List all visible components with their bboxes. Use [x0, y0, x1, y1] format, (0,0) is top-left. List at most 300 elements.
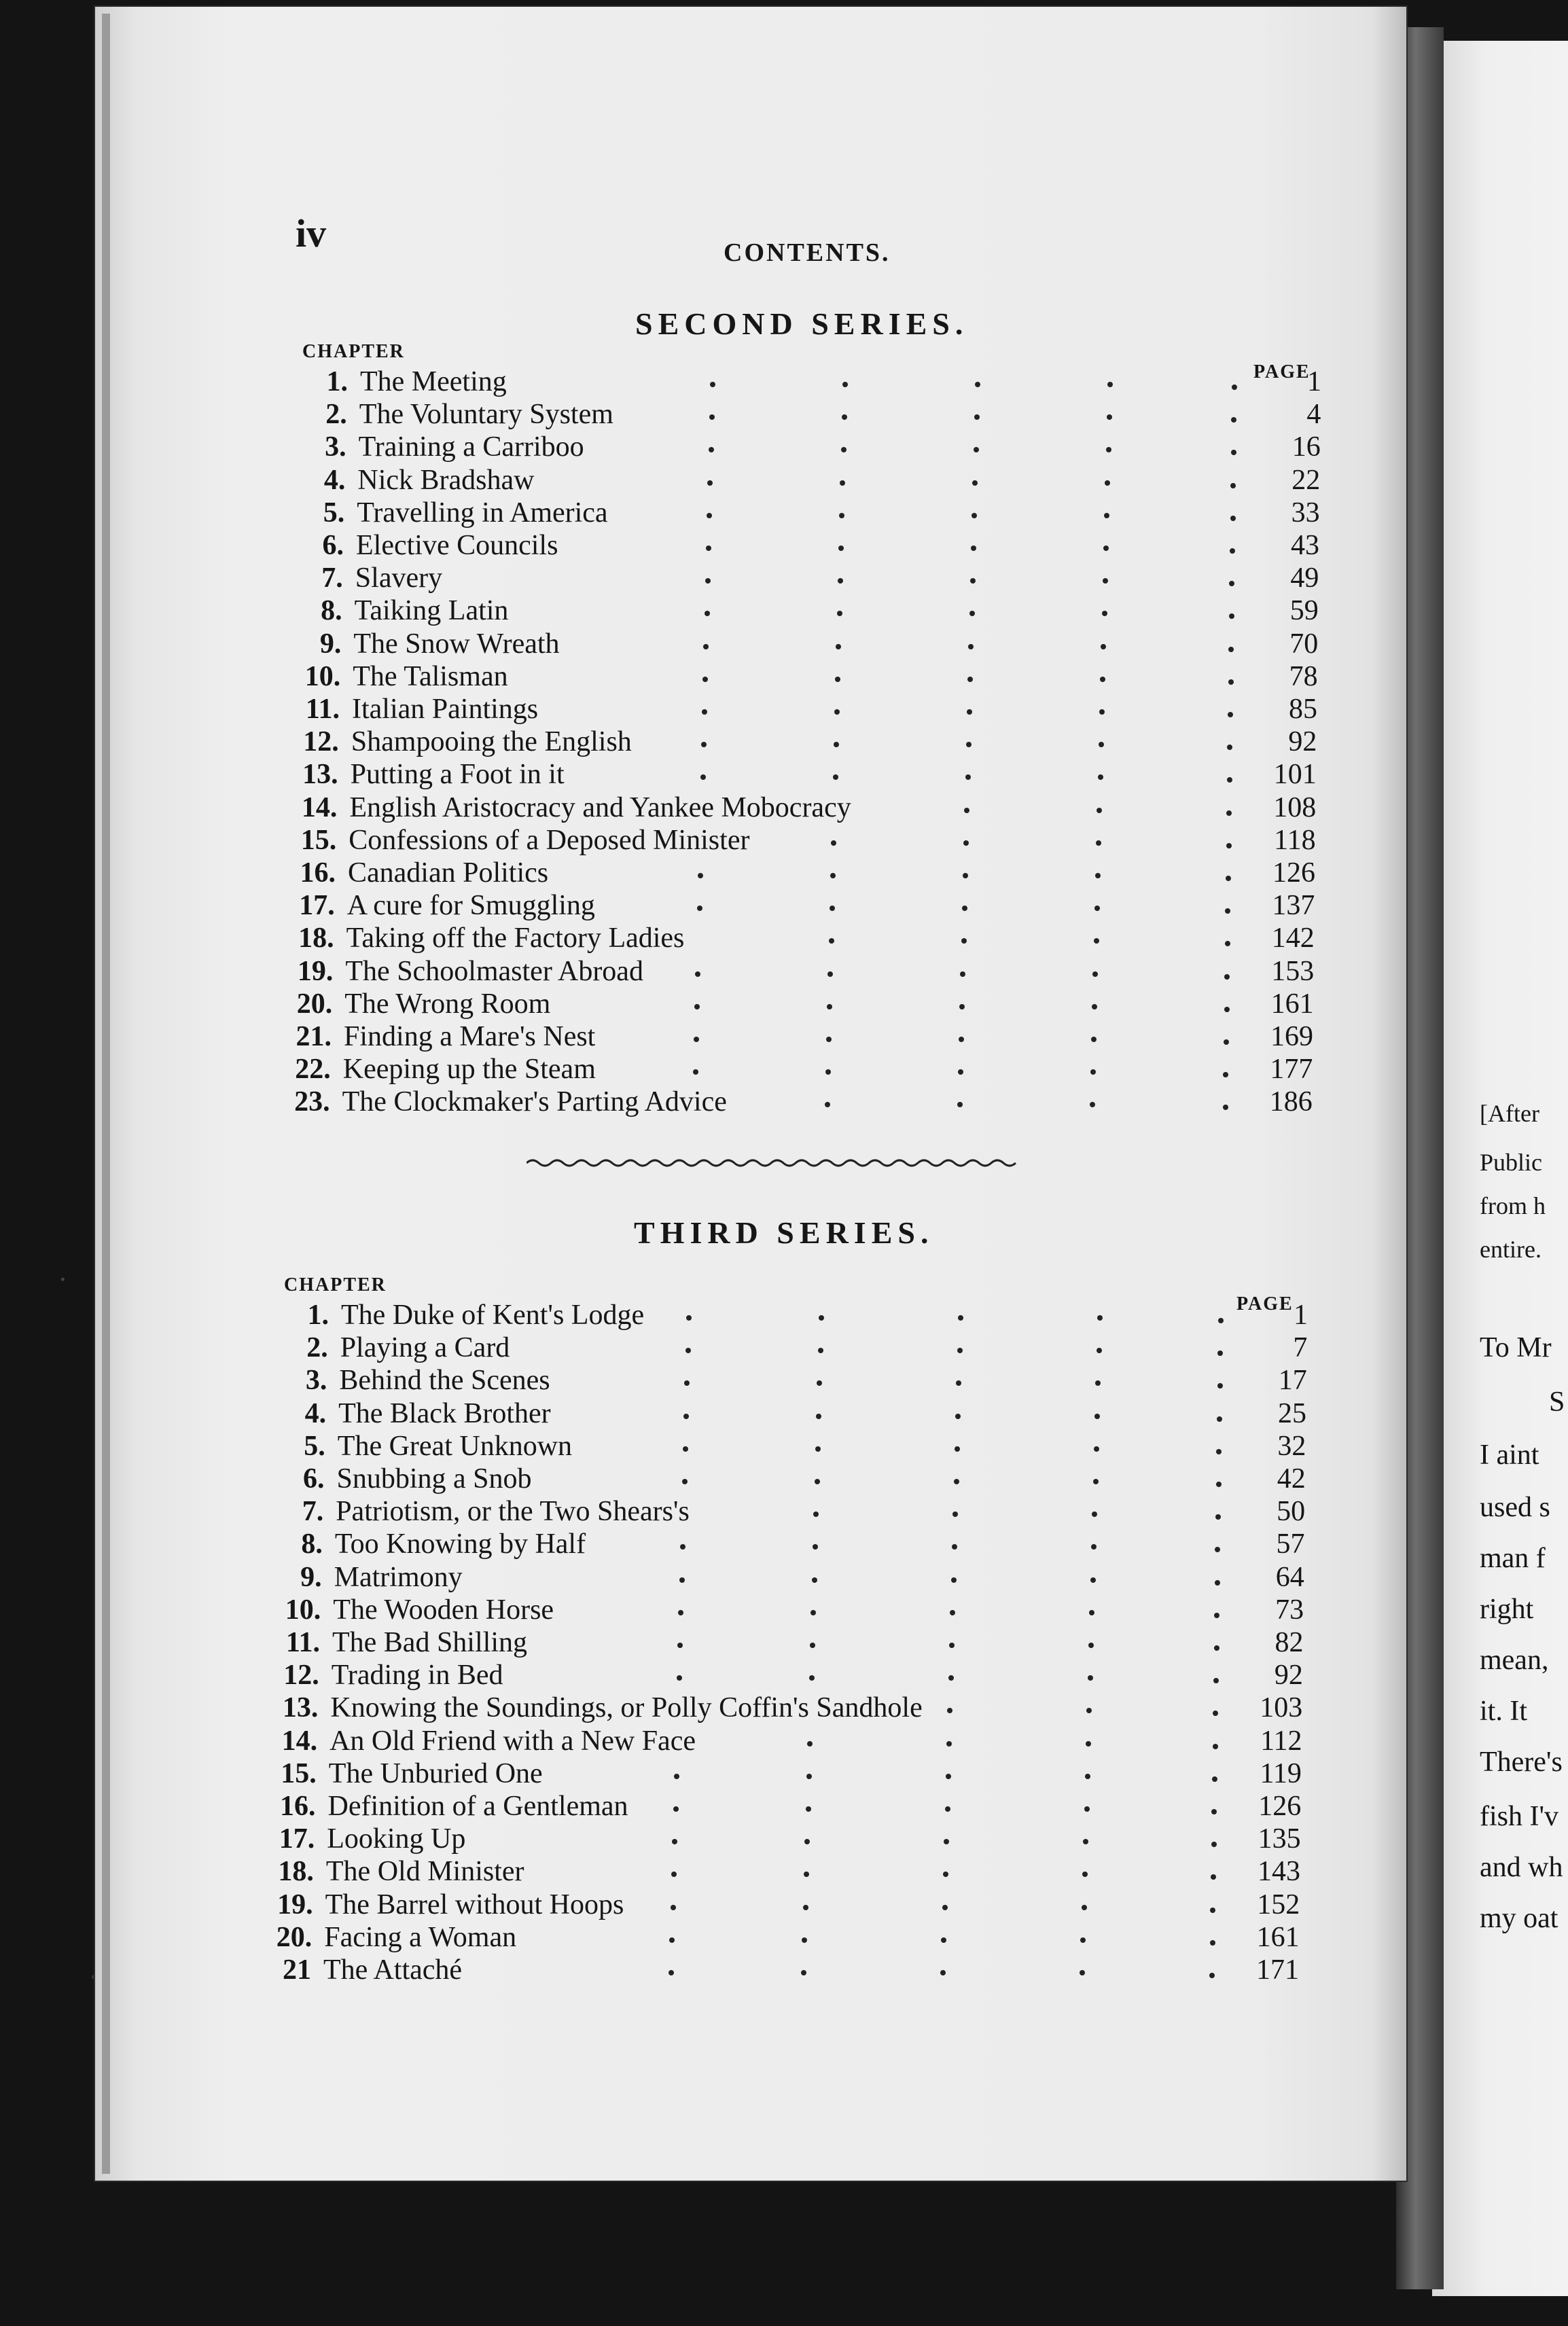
leader-dot — [1106, 447, 1111, 452]
leader-dot — [810, 1643, 815, 1648]
leader-dot — [1092, 1004, 1097, 1009]
chapter-number: 21. — [296, 1021, 332, 1052]
leader-dot — [971, 545, 976, 551]
page-leader-dot — [1213, 1678, 1219, 1683]
page-leader-dot — [1212, 1776, 1217, 1782]
page-number: 59 — [1289, 595, 1319, 627]
chapter-title: The Talisman — [353, 660, 508, 692]
page-number: 142 — [1271, 923, 1315, 954]
chapter-number: 16. — [300, 857, 336, 889]
page-number: 103 — [1260, 1692, 1303, 1724]
leader-dot — [1085, 1774, 1090, 1779]
chapter-title: Nick Bradshaw — [357, 464, 535, 496]
leader-dot — [827, 1004, 832, 1009]
facing-page-line: it. It — [1480, 1696, 1527, 1727]
leader-dot — [1095, 873, 1101, 878]
leader-dot — [970, 578, 976, 584]
page-edge — [102, 14, 110, 2174]
chapter-number: 15. — [281, 1757, 317, 1789]
page-number: 50 — [1277, 1496, 1306, 1528]
leader-dot — [827, 971, 833, 977]
page-number: 25 — [1278, 1397, 1307, 1429]
leader-dot — [958, 1315, 963, 1321]
leader-dot — [964, 808, 969, 813]
leader-dot — [702, 677, 708, 682]
chapter-number: 6. — [322, 530, 344, 561]
page-number: 161 — [1256, 1921, 1300, 1953]
leader-dot — [1107, 382, 1113, 387]
page-leader-dot — [1218, 1318, 1224, 1323]
second-series-chapter-label: CHAPTER — [302, 341, 405, 362]
leader-dot — [1105, 480, 1110, 486]
page-leader-dot — [1228, 712, 1233, 717]
leader-dot — [816, 1414, 821, 1419]
leader-dot — [703, 644, 709, 649]
chapter-number: 1. — [326, 366, 348, 397]
leader-dot — [946, 1774, 951, 1779]
chapter-number: 15. — [300, 824, 337, 856]
leader-dot — [1103, 545, 1109, 551]
chapter-number: 2. — [306, 1332, 328, 1364]
page-number: 143 — [1257, 1856, 1300, 1888]
leader-dot — [963, 840, 969, 846]
chapter-number: 13. — [282, 1692, 319, 1724]
leader-dot — [685, 1348, 691, 1353]
leader-dot — [806, 1806, 811, 1812]
chapter-title: The Attaché — [323, 1954, 463, 1986]
leader-dot — [830, 906, 835, 911]
chapter-number: 22. — [295, 1054, 331, 1086]
facing-page-line: right — [1480, 1594, 1534, 1625]
chapter-title: Definition of a Gentleman — [327, 1791, 628, 1822]
page-number: 126 — [1258, 1791, 1302, 1822]
chapter-number: 21 — [283, 1954, 311, 1986]
chapter-title: Knowing the Soundings, or Polly Coffin's Sandhole — [330, 1692, 923, 1724]
leader-dot — [826, 1037, 832, 1042]
leader-dot — [974, 447, 979, 452]
page-leader-dot — [1214, 1645, 1219, 1651]
chapter-number: 19. — [277, 1889, 313, 1920]
chapter-number: 11. — [305, 694, 340, 725]
second-series-heading: SECOND SERIES. — [635, 306, 969, 341]
chapter-title: Playing a Card — [340, 1332, 510, 1364]
chapter-number: 11. — [285, 1627, 320, 1658]
leader-dot — [707, 480, 713, 486]
chapter-title: Matrimony — [334, 1561, 463, 1593]
page-leader-dot — [1213, 1744, 1218, 1749]
leader-dot — [945, 1806, 950, 1812]
leader-dot — [812, 1577, 817, 1583]
facing-page-line: S — [1549, 1386, 1565, 1418]
leader-dot — [815, 1479, 820, 1484]
page-leader-dot — [1214, 1613, 1219, 1618]
chapter-number: 10. — [285, 1594, 321, 1626]
leader-dot — [1099, 709, 1105, 715]
leader-dot — [1090, 1069, 1096, 1075]
leader-dot — [1104, 513, 1109, 518]
page-leader-dot — [1228, 679, 1234, 685]
leader-dot — [974, 414, 980, 420]
third-series-heading: THIRD SERIES. — [634, 1215, 934, 1250]
leader-dot — [673, 1806, 679, 1812]
chapter-number: 19. — [297, 955, 334, 987]
leader-dot — [669, 1970, 674, 1975]
page-number: 33 — [1291, 497, 1320, 529]
page-leader-dot — [1211, 1842, 1217, 1847]
chapter-title: Facing a Woman — [324, 1921, 517, 1953]
chapter-title: English Aristocracy and Yankee Mobocracy — [349, 791, 851, 823]
page-number: 1 — [1294, 1300, 1308, 1331]
chapter-title: Travelling in America — [357, 497, 608, 529]
leader-dot — [842, 414, 847, 420]
leader-dot — [1101, 644, 1106, 649]
leader-dot — [825, 1102, 830, 1107]
leader-dot — [966, 742, 972, 747]
chapter-number: 17. — [279, 1823, 315, 1855]
page-number: 153 — [1271, 955, 1315, 987]
leader-dot — [968, 644, 974, 649]
leader-dot — [957, 1348, 963, 1353]
leader-dot — [694, 1004, 700, 1009]
page-leader-dot — [1217, 1416, 1222, 1422]
leader-dot — [975, 382, 980, 387]
page-number: 126 — [1272, 857, 1315, 889]
leader-dot — [946, 1741, 952, 1747]
leader-dot — [955, 1414, 961, 1419]
leader-dot — [1088, 1675, 1093, 1681]
leader-dot — [697, 906, 702, 911]
page-number: 1 — [1307, 366, 1321, 397]
leader-dot — [803, 1905, 808, 1910]
chapter-number: 17. — [299, 890, 335, 922]
page-number: 118 — [1274, 824, 1316, 856]
chapter-title: The Snow Wreath — [353, 628, 560, 660]
leader-dot — [1082, 1905, 1087, 1910]
chapter-number: 8. — [301, 1528, 323, 1560]
chapter-number: 1. — [307, 1300, 329, 1331]
leader-dot — [834, 742, 839, 747]
page-number: 64 — [1275, 1561, 1304, 1593]
leader-dot — [1097, 1315, 1103, 1321]
chapter-title: The Bad Shilling — [332, 1627, 527, 1658]
chapter-title: Behind the Scenes — [339, 1365, 550, 1397]
chapter-title: Finding a Mare's Nest — [344, 1021, 596, 1052]
chapter-title: The Clockmaker's Parting Advice — [342, 1086, 727, 1118]
chapter-title: The Unburied One — [328, 1757, 543, 1789]
facing-page-line: fish I'v — [1480, 1801, 1559, 1832]
leader-dot — [957, 1102, 963, 1107]
facing-page-line: used s — [1480, 1492, 1550, 1523]
leader-dot — [1097, 1348, 1102, 1353]
page-leader-dot — [1228, 647, 1234, 652]
leader-dot — [698, 873, 703, 878]
chapter-title: Elective Councils — [356, 530, 558, 561]
leader-dot — [958, 1069, 963, 1075]
leader-dot — [1102, 611, 1107, 616]
leader-dot — [954, 1479, 959, 1484]
chapter-number: 5. — [323, 497, 345, 529]
leader-dot — [1094, 906, 1100, 911]
chapter-title: Italian Paintings — [352, 694, 539, 725]
chapter-title: Trading in Bed — [331, 1660, 503, 1692]
leader-dot — [949, 1643, 955, 1648]
leader-dot — [683, 1414, 689, 1419]
page-number: 85 — [1289, 694, 1317, 725]
facing-page-line: from h — [1480, 1192, 1546, 1219]
page-leader-dot — [1209, 1973, 1215, 1978]
facing-page-line: man f — [1480, 1543, 1546, 1574]
leader-dot — [706, 545, 711, 551]
leader-dot — [677, 1675, 682, 1681]
chapter-title: An Old Friend with a New Face — [329, 1725, 696, 1757]
chapter-title: Putting a Foot in it — [350, 759, 565, 791]
folio-number: iv — [296, 211, 327, 255]
third-series-page-label: PAGE — [1236, 1293, 1294, 1314]
leader-dot — [710, 382, 715, 387]
chapter-title: The Old Minister — [325, 1856, 524, 1888]
facing-page-line: There's — [1480, 1747, 1563, 1778]
chapter-number: 12. — [283, 1660, 319, 1692]
chapter-title: Taiking Latin — [354, 595, 509, 627]
chapter-number: 8. — [321, 595, 342, 627]
leader-dot — [1096, 840, 1101, 846]
leader-dot — [686, 1315, 692, 1321]
leader-dot — [1090, 1577, 1096, 1583]
chapter-number: 14. — [301, 791, 338, 823]
leader-dot — [955, 1446, 960, 1452]
page-number: 135 — [1258, 1823, 1301, 1855]
leader-dot — [967, 709, 972, 715]
leader-dot — [963, 873, 968, 878]
leader-dot — [705, 578, 711, 584]
page-leader-dot — [1210, 1940, 1215, 1946]
page-number: 137 — [1272, 890, 1315, 922]
chapter-title: Snubbing a Snob — [336, 1463, 532, 1495]
page-number: 42 — [1277, 1463, 1306, 1495]
leader-dot — [1098, 774, 1103, 780]
leader-dot — [682, 1479, 688, 1484]
page-number: 119 — [1260, 1757, 1302, 1789]
chapter-title: The Wrong Room — [344, 988, 551, 1020]
leader-dot — [831, 840, 836, 846]
leader-dot — [806, 1774, 812, 1779]
chapter-number: 4. — [304, 1397, 327, 1429]
chapter-number: 14. — [281, 1725, 318, 1757]
running-head: CONTENTS. — [724, 238, 891, 267]
page-leader-dot — [1230, 516, 1236, 521]
page-leader-dot — [1230, 483, 1236, 488]
leader-dot — [1094, 1446, 1099, 1452]
chapter-number: 5. — [304, 1430, 325, 1462]
page-number: 32 — [1277, 1430, 1306, 1462]
leader-dot — [1094, 1414, 1100, 1419]
page-number: 49 — [1290, 562, 1319, 594]
chapter-number: 20. — [296, 988, 333, 1020]
chapter-title: The Black Brother — [338, 1397, 551, 1429]
chapter-number: 18. — [278, 1856, 314, 1888]
chapter-title: Too Knowing by Half — [334, 1528, 586, 1560]
leader-dot — [1093, 1479, 1099, 1484]
chapter-title: Taking off the Factory Ladies — [346, 923, 685, 954]
page-leader-dot — [1210, 1908, 1215, 1913]
facing-page-line: To Mr — [1480, 1332, 1552, 1363]
leader-dot — [679, 1577, 685, 1583]
chapter-number: 2. — [325, 399, 347, 431]
leader-dot — [961, 938, 967, 944]
leader-dot — [948, 1675, 954, 1681]
chapter-number: 12. — [303, 726, 339, 758]
page-leader-dot — [1226, 810, 1232, 816]
leader-dot — [835, 677, 840, 682]
leader-dot — [1088, 1643, 1094, 1648]
leader-dot — [709, 414, 715, 420]
page-number: 70 — [1289, 628, 1319, 660]
page-number: 43 — [1291, 530, 1319, 561]
leader-dot — [829, 938, 834, 944]
leader-dot — [694, 1037, 699, 1042]
page-number: 161 — [1270, 988, 1314, 1020]
leader-dot — [671, 1905, 676, 1910]
leader-dot — [841, 447, 847, 452]
leader-dot — [965, 774, 971, 780]
ornamental-rule — [527, 1155, 1019, 1171]
chapter-number: 3. — [305, 1365, 327, 1397]
chapter-title: The Barrel without Hoops — [325, 1889, 624, 1920]
chapter-number: 13. — [302, 759, 338, 791]
page-number: 82 — [1275, 1627, 1304, 1658]
facing-page-line: mean, — [1480, 1645, 1549, 1676]
leader-dot — [842, 382, 848, 387]
facing-page-line: entire. — [1480, 1236, 1542, 1263]
chapter-title: Looking Up — [327, 1823, 466, 1855]
page-number: 112 — [1260, 1725, 1302, 1757]
leader-dot — [801, 1970, 806, 1975]
leader-dot — [972, 480, 978, 486]
chapter-title: Shampooing the English — [351, 726, 632, 758]
leader-dot — [815, 1446, 821, 1452]
chapter-title: A cure for Smuggling — [346, 890, 595, 922]
leader-dot — [677, 1643, 683, 1648]
chapter-title: Training a Carriboo — [358, 431, 584, 463]
leader-dot — [1091, 1037, 1097, 1042]
leader-dot — [942, 1905, 948, 1910]
chapter-title: The Great Unknown — [337, 1430, 573, 1462]
page-number: 57 — [1276, 1528, 1305, 1560]
leader-dot — [809, 1675, 815, 1681]
facing-page-line: and wh — [1480, 1852, 1563, 1883]
leader-dot — [959, 1037, 964, 1042]
chapter-number: 7. — [321, 562, 343, 594]
leader-dot — [819, 1315, 824, 1321]
page-leader-dot — [1226, 876, 1231, 881]
chapter-title: The Voluntary System — [359, 399, 613, 431]
leader-dot — [969, 611, 975, 616]
leader-dot — [1090, 1102, 1095, 1107]
leader-dot — [700, 774, 706, 780]
page-number: 101 — [1273, 759, 1317, 791]
page-number: 186 — [1269, 1086, 1313, 1118]
chapter-number: 9. — [319, 628, 342, 660]
chapter-number: 6. — [303, 1463, 325, 1495]
leader-dot — [960, 971, 965, 977]
leader-dot — [967, 677, 973, 682]
chapter-title: Confessions of a Deposed Minister — [349, 824, 750, 856]
chapter-title: The Schoolmaster Abroad — [345, 955, 643, 987]
leader-dot — [834, 709, 840, 715]
page-number: 108 — [1273, 791, 1317, 823]
chapter-number: 18. — [298, 923, 334, 954]
leader-dot — [825, 1069, 831, 1075]
leader-dot — [693, 1069, 698, 1075]
leader-dot — [940, 1970, 946, 1975]
second-series-page-label: PAGE — [1253, 361, 1311, 382]
leader-dot — [1092, 971, 1098, 977]
page-number: 92 — [1288, 726, 1317, 758]
leader-dot — [962, 906, 967, 911]
leader-dot — [709, 447, 714, 452]
page-number: 177 — [1270, 1054, 1313, 1086]
leader-dot — [1094, 938, 1099, 944]
chapter-number: 16. — [280, 1791, 316, 1822]
leader-dot — [972, 513, 977, 518]
page-leader-dot — [1232, 384, 1237, 390]
facing-page-line: [After — [1480, 1100, 1539, 1127]
leader-dot — [838, 545, 844, 551]
chapter-number: 20. — [276, 1921, 313, 1953]
leader-dot — [701, 742, 707, 747]
leader-dot — [1080, 1970, 1085, 1975]
facing-page-line: I aint — [1480, 1439, 1539, 1471]
chapter-title: Slavery — [355, 562, 443, 594]
leader-dot — [840, 480, 845, 486]
leader-dot — [695, 971, 700, 977]
chapter-number: 4. — [323, 464, 346, 496]
chapter-number: 23. — [294, 1086, 330, 1118]
leader-dot — [837, 611, 842, 616]
chapter-number: 10. — [304, 660, 341, 692]
leader-dot — [836, 644, 841, 649]
page-number: 22 — [1291, 464, 1321, 496]
chapter-title: Canadian Politics — [348, 857, 549, 889]
page-leader-dot — [1224, 1007, 1230, 1012]
leader-dot — [1086, 1741, 1091, 1747]
page-number: 92 — [1274, 1660, 1303, 1692]
page-number: 7 — [1293, 1332, 1308, 1364]
leader-dot — [1099, 742, 1104, 747]
page-leader-dot — [1224, 974, 1230, 980]
page-number: 17 — [1278, 1365, 1307, 1397]
leader-dot — [674, 1774, 679, 1779]
page-number: 152 — [1257, 1889, 1300, 1920]
page-leader-dot — [1215, 1580, 1220, 1586]
leader-dot — [707, 513, 712, 518]
leader-dot — [1100, 677, 1105, 682]
leader-dot — [807, 1741, 813, 1747]
leader-dot — [818, 1348, 823, 1353]
leader-dot — [702, 709, 707, 715]
chapter-title: Patriotism, or the Two Shears's — [336, 1496, 690, 1528]
page-leader-dot — [1230, 548, 1235, 554]
chapter-number: 3. — [325, 431, 346, 463]
leader-dot — [833, 774, 838, 780]
page-leader-dot — [1224, 1039, 1229, 1045]
chapter-number: 7. — [302, 1496, 324, 1528]
page-number: 16 — [1291, 431, 1321, 463]
chapter-title: The Meeting — [360, 366, 507, 397]
chapter-number: 9. — [300, 1561, 322, 1593]
chapter-title: The Wooden Horse — [333, 1594, 554, 1626]
page-leader-dot — [1216, 1482, 1222, 1487]
